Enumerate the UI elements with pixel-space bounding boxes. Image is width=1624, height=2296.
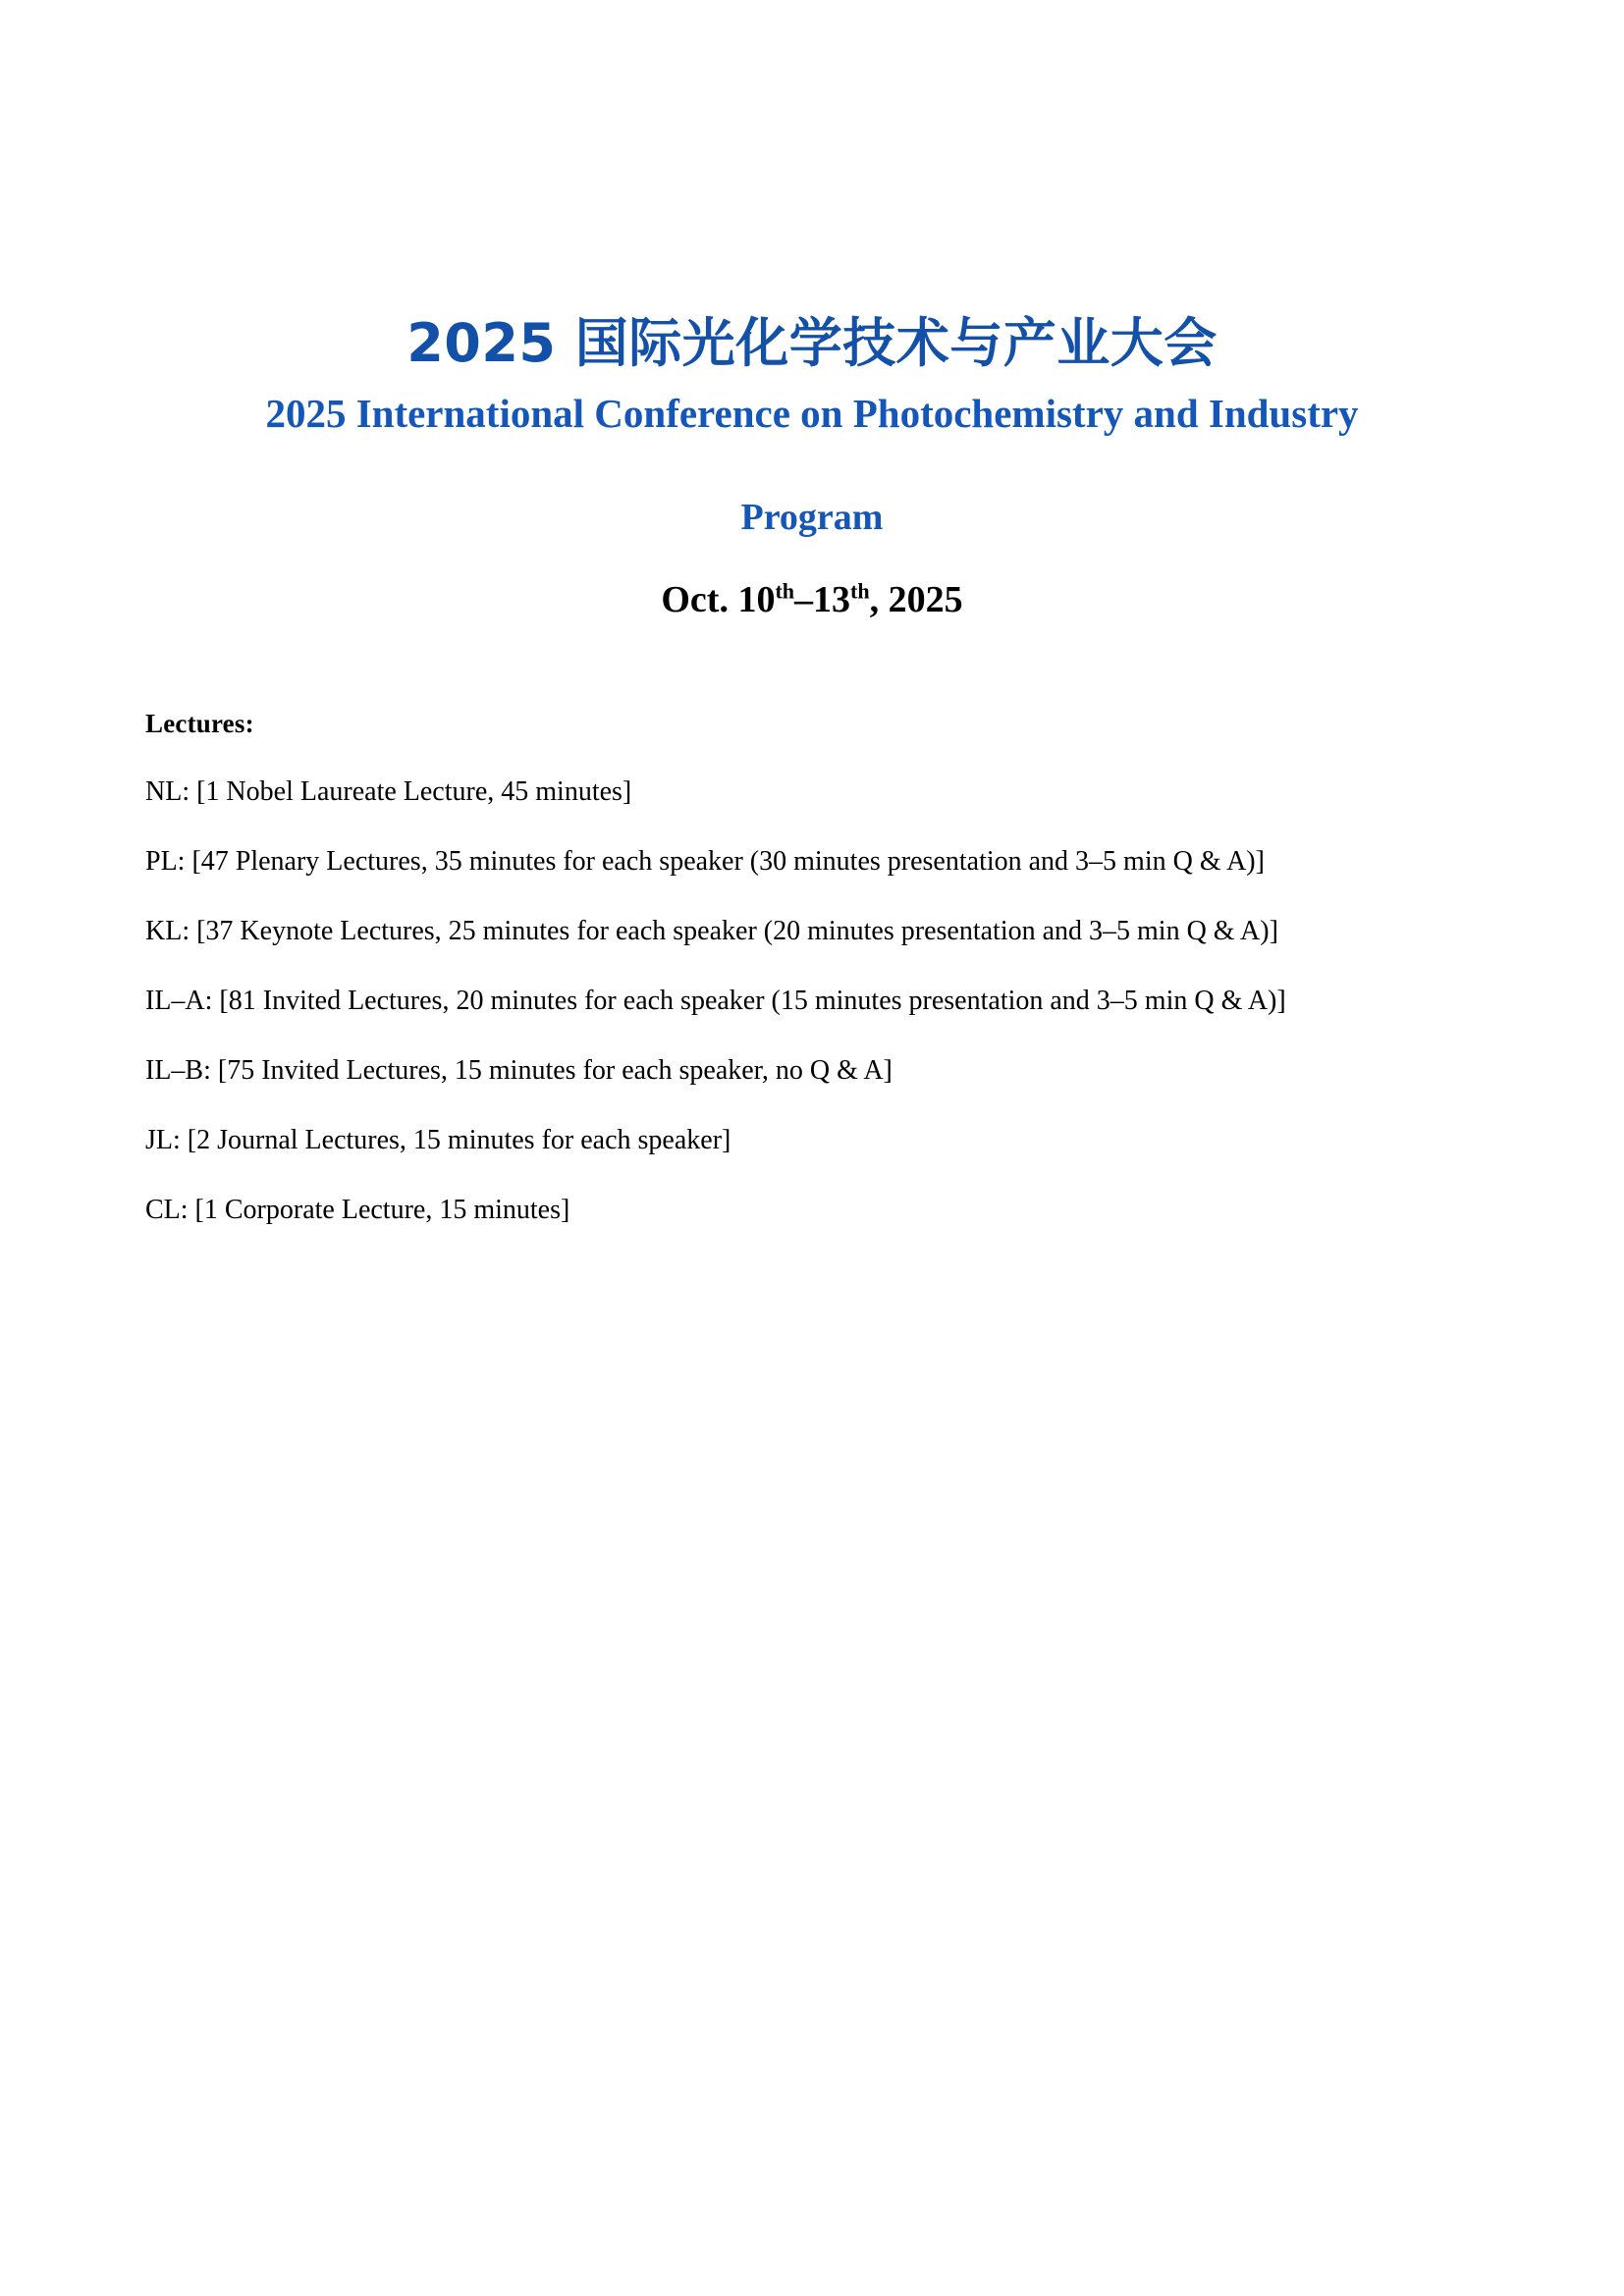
lecture-item-nl: NL: [1 Nobel Laureate Lecture, 45 minutes] — [145, 776, 632, 807]
conference-title-chinese: 2025 国际光化学技术与产业大会 — [406, 312, 1218, 374]
lectures-section — [145, 709, 1520, 1227]
date-ordinal-second: th — [850, 578, 870, 604]
date-suffix: , 2025 — [869, 578, 963, 620]
lecture-item-cl: CL: [1 Corporate Lecture, 15 minutes] — [145, 1195, 570, 1225]
conference-date — [0, 578, 1624, 621]
date-separator: –13 — [794, 578, 851, 620]
lecture-item-il-a: IL–A: [81 Invited Lectures, 20 minutes for each speaker (15 minutes presentation and 3–5 min Q & A)] — [145, 986, 1286, 1016]
lectures-heading: Lectures: — [145, 709, 254, 738]
program-label: Program — [740, 496, 884, 538]
date-prefix: Oct. 10 — [661, 578, 776, 620]
conference-title-english: 2025 International Conference on Photochemistry and Industry — [265, 390, 1359, 436]
lecture-item-pl: PL: [47 Plenary Lectures, 35 minutes for each speaker (30 minutes presentation and 3–5 min Q & A)] — [145, 846, 1265, 877]
title-block — [0, 312, 1624, 621]
date-ordinal-first: th — [775, 578, 795, 604]
lecture-item-kl: KL: [37 Keynote Lectures, 25 minutes for each speaker (20 minutes presentation and 3–5 min Q & A)] — [145, 916, 1278, 946]
lecture-item-il-b: IL–B: [75 Invited Lectures, 15 minutes for each speaker, no Q & A] — [145, 1055, 893, 1086]
lecture-item-jl: JL: [2 Journal Lectures, 15 minutes for each speaker] — [145, 1125, 731, 1155]
